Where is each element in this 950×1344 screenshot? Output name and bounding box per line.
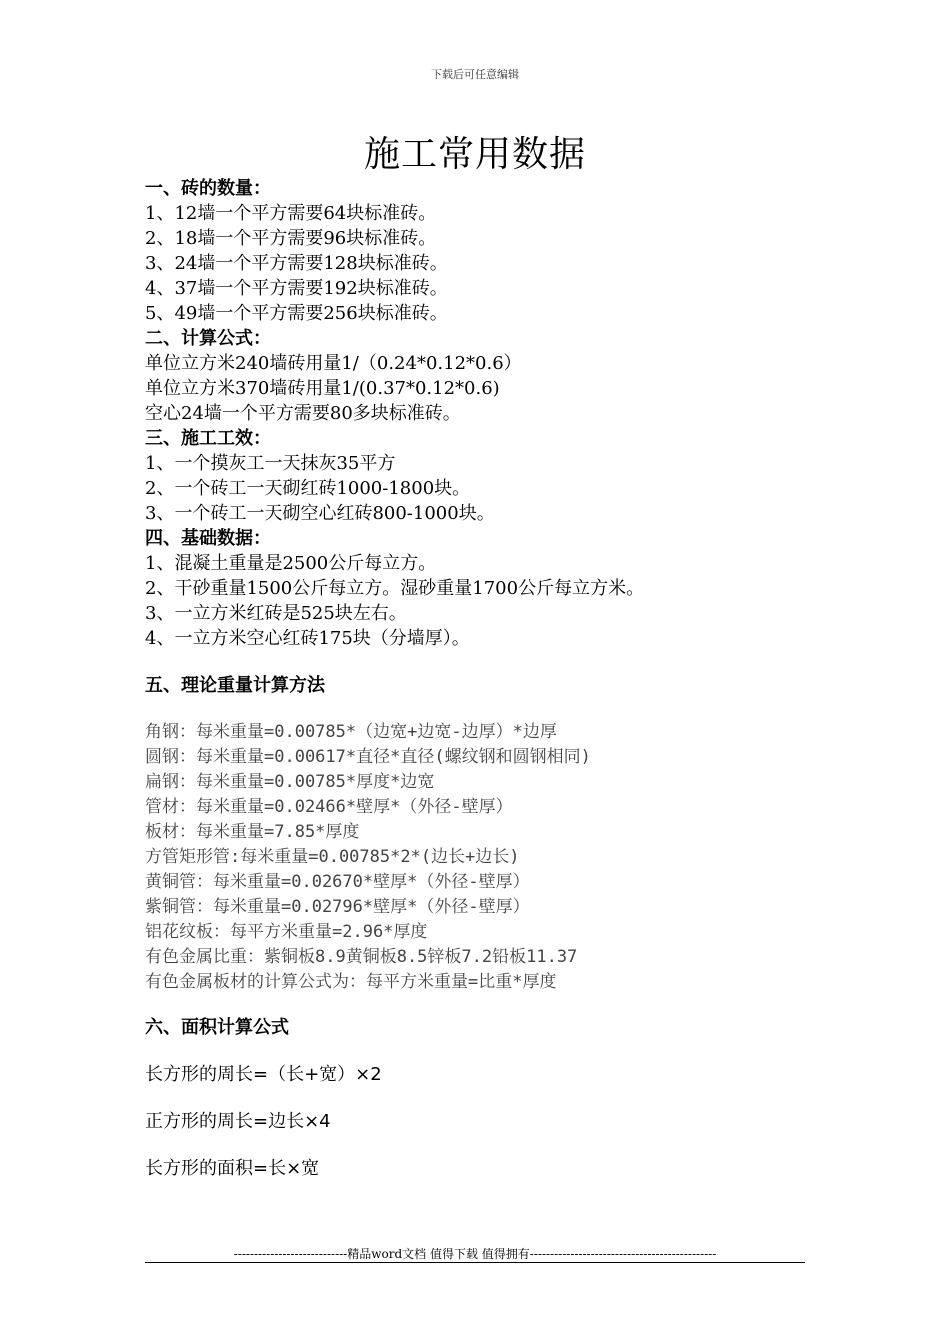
text-line: 3、一立方米红砖是525块左右。 — [145, 603, 407, 624]
section-heading: 一、砖的数量： — [145, 178, 271, 199]
formula-line: 板材：每米重量=7.85*厚度 — [145, 822, 360, 842]
document-title: 施工常用数据 — [363, 134, 586, 175]
text-line: 单位立方米240墙砖用量1/（0.24*0.12*0.6） — [145, 353, 522, 374]
formula-line: 黄铜管：每米重量=0.02670*壁厚*（外径-壁厚） — [145, 872, 530, 892]
formula-line: 有色金属板材的计算公式为：每平方米重量=比重*厚度 — [145, 972, 557, 992]
document-body — [145, 176, 825, 1181]
formula-line: 角钢：每米重量=0.00785*（边宽+边宽-边厚）*边厚 — [145, 722, 557, 742]
section-heading: 六、面积计算公式 — [145, 1017, 289, 1038]
text-line: 1、一个摸灰工一天抹灰35平方 — [145, 453, 396, 474]
text-line: 5、49墙一个平方需要256块标准砖。 — [145, 303, 448, 324]
section-heading: 五、理论重量计算方法 — [145, 675, 325, 696]
formula-line: 有色金属比重：紫铜板8.9黄铜板8.5锌板7.2铅板11.37 — [145, 947, 578, 967]
section-heading: 三、施工工效： — [145, 428, 271, 449]
formula-line: 铝花纹板：每平方米重量=2.96*厚度 — [145, 922, 428, 942]
section-heading: 四、基础数据： — [145, 528, 271, 549]
text-line: 3、24墙一个平方需要128块标准砖。 — [145, 253, 448, 274]
formula-line: 扁钢：每米重量=0.00785*厚度*边宽 — [145, 772, 435, 792]
formula-line: 圆钢：每米重量=0.00617*直径*直径(螺纹钢和圆钢相同) — [145, 747, 591, 767]
text-line: 空心24墙一个平方需要80多块标准砖。 — [145, 403, 461, 424]
footer-note: ----------------------------精品word文档 值得下载 值得拥有---------------------------------------------- — [233, 1247, 717, 1261]
text-line: 2、一个砖工一天砌红砖1000-1800块。 — [145, 478, 471, 499]
text-line: 2、干砂重量1500公斤每立方。湿砂重量1700公斤每立方米。 — [145, 578, 645, 599]
text-line: 2、18墙一个平方需要96块标准砖。 — [145, 228, 437, 249]
text-line: 1、12墙一个平方需要64块标准砖。 — [145, 203, 437, 224]
footer-rule — [145, 1262, 805, 1263]
formula-line: 长方形的周长=（长+宽）×2 — [145, 1064, 382, 1085]
text-line: 1、混凝土重量是2500公斤每立方。 — [145, 553, 437, 574]
text-line: 3、一个砖工一天砌空心红砖800-1000块。 — [145, 503, 495, 524]
formula-line: 紫铜管：每米重量=0.02796*壁厚*（外径-壁厚） — [145, 897, 530, 917]
formula-line: 长方形的面积=长×宽 — [145, 1158, 320, 1179]
text-line: 单位立方米370墙砖用量1/(0.37*0.12*0.6) — [145, 378, 500, 399]
header-note: 下载后可任意编辑 — [431, 68, 519, 81]
formula-line: 正方形的周长=边长×4 — [145, 1111, 331, 1132]
formula-line: 管材：每米重量=0.02466*壁厚*（外径-壁厚） — [145, 797, 513, 817]
section-heading: 二、计算公式： — [145, 328, 271, 349]
text-line: 4、37墙一个平方需要192块标准砖。 — [145, 278, 448, 299]
formula-line: 方管矩形管:每米重量=0.00785*2*(边长+边长) — [145, 847, 520, 867]
text-line: 4、一立方米空心红砖175块（分墙厚）。 — [145, 628, 470, 649]
